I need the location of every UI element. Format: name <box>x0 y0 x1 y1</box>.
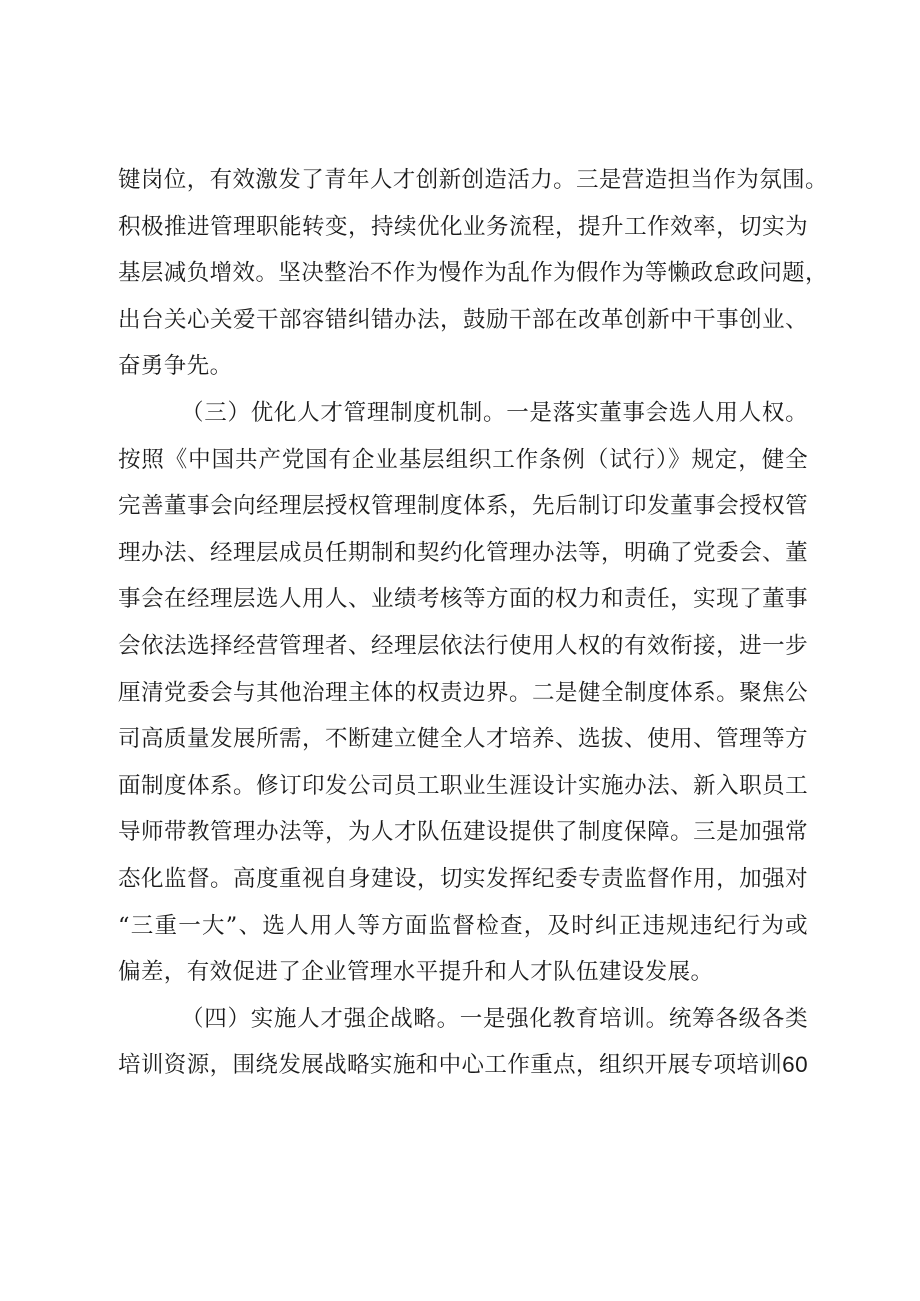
text-line-content: 培训资源，围绕发展战略实施和中心工作重点，组织开展专项培训 <box>118 1052 783 1079</box>
text-line-content: 基层减负增效。坚决整治不作为慢作为乱作为假作为等懒政怠政问题， <box>118 260 828 287</box>
text-line-content: 厘清党委会与其他治理主体的权责边界。二是健全制度体系。聚焦公 <box>118 679 808 706</box>
text-line-content: 事会在经理层选人用人、业绩考核等方面的权力和责任，实现了董事 <box>118 586 808 613</box>
text-line-content: 按照《中国共产党国有企业基层组织工作条例（试行）》规定，健全 <box>118 446 808 473</box>
text-line <box>118 343 808 390</box>
text-line <box>118 716 808 763</box>
text-line <box>118 437 808 484</box>
text-line-content: 完善董事会向经理层授权管理制度体系，先后制订印发董事会授权管 <box>118 493 808 520</box>
text-line <box>118 670 808 717</box>
text-line-content: 司高质量发展所需，不断建立健全人才培养、选拔、使用、管理等方 <box>118 726 808 753</box>
text-line <box>118 1042 808 1089</box>
text-line-content: “三重一大”、选人用人等方面监督检查，及时纠正违规违纪行为或 <box>118 912 808 939</box>
text-line <box>118 250 828 297</box>
page-number: 60 <box>782 1052 808 1078</box>
text-line-content: 键岗位，有效激发了青年人才创新创造活力。三是营造担当作为氛围。 <box>118 167 828 193</box>
text-line <box>118 297 808 344</box>
text-line-content: 会依法选择经营管理者、经理层依法行使用人权的有效衔接，进一步 <box>118 632 808 659</box>
text-line <box>118 204 808 251</box>
text-line-content: 奋勇争先。 <box>118 353 233 380</box>
text-line <box>118 763 808 810</box>
text-line <box>118 949 808 996</box>
text-line <box>118 856 808 903</box>
body-text <box>118 157 828 1089</box>
text-line-content: 出台关心关爱干部容错纠错办法，鼓励干部在改革创新中干事创业、 <box>118 306 808 333</box>
text-line <box>118 809 808 856</box>
text-line <box>118 623 808 670</box>
text-line-content: 导师带教管理办法等，为人才队伍建设提供了制度保障。三是加强常 <box>118 819 808 846</box>
text-line <box>118 483 808 530</box>
text-line-content: （三）优化人才管理制度机制。一是落实董事会选人用人权。 <box>181 399 808 426</box>
text-line-content: （四）实施人才强企战略。一是强化教育培训。统筹各级各类 <box>181 1005 808 1032</box>
text-line <box>118 157 828 204</box>
text-line <box>118 996 808 1043</box>
text-line-content: 偏差，有效促进了企业管理水平提升和人才队伍建设发展。 <box>118 959 714 986</box>
text-line-content: 面制度体系。修订印发公司员工职业生涯设计实施办法、新入职员工 <box>118 772 808 799</box>
text-line <box>118 576 808 623</box>
text-line <box>118 390 808 437</box>
text-line-content: 态化监督。高度重视自身建设，切实发挥纪委专责监督作用，加强对 <box>118 865 808 892</box>
text-line-content: 积极推进管理职能转变，持续优化业务流程，提升工作效率，切实为 <box>118 213 808 240</box>
text-line <box>118 530 808 577</box>
text-line <box>118 903 808 950</box>
text-line-content: 理办法、经理层成员任期制和契约化管理办法等，明确了党委会、董 <box>118 539 808 566</box>
